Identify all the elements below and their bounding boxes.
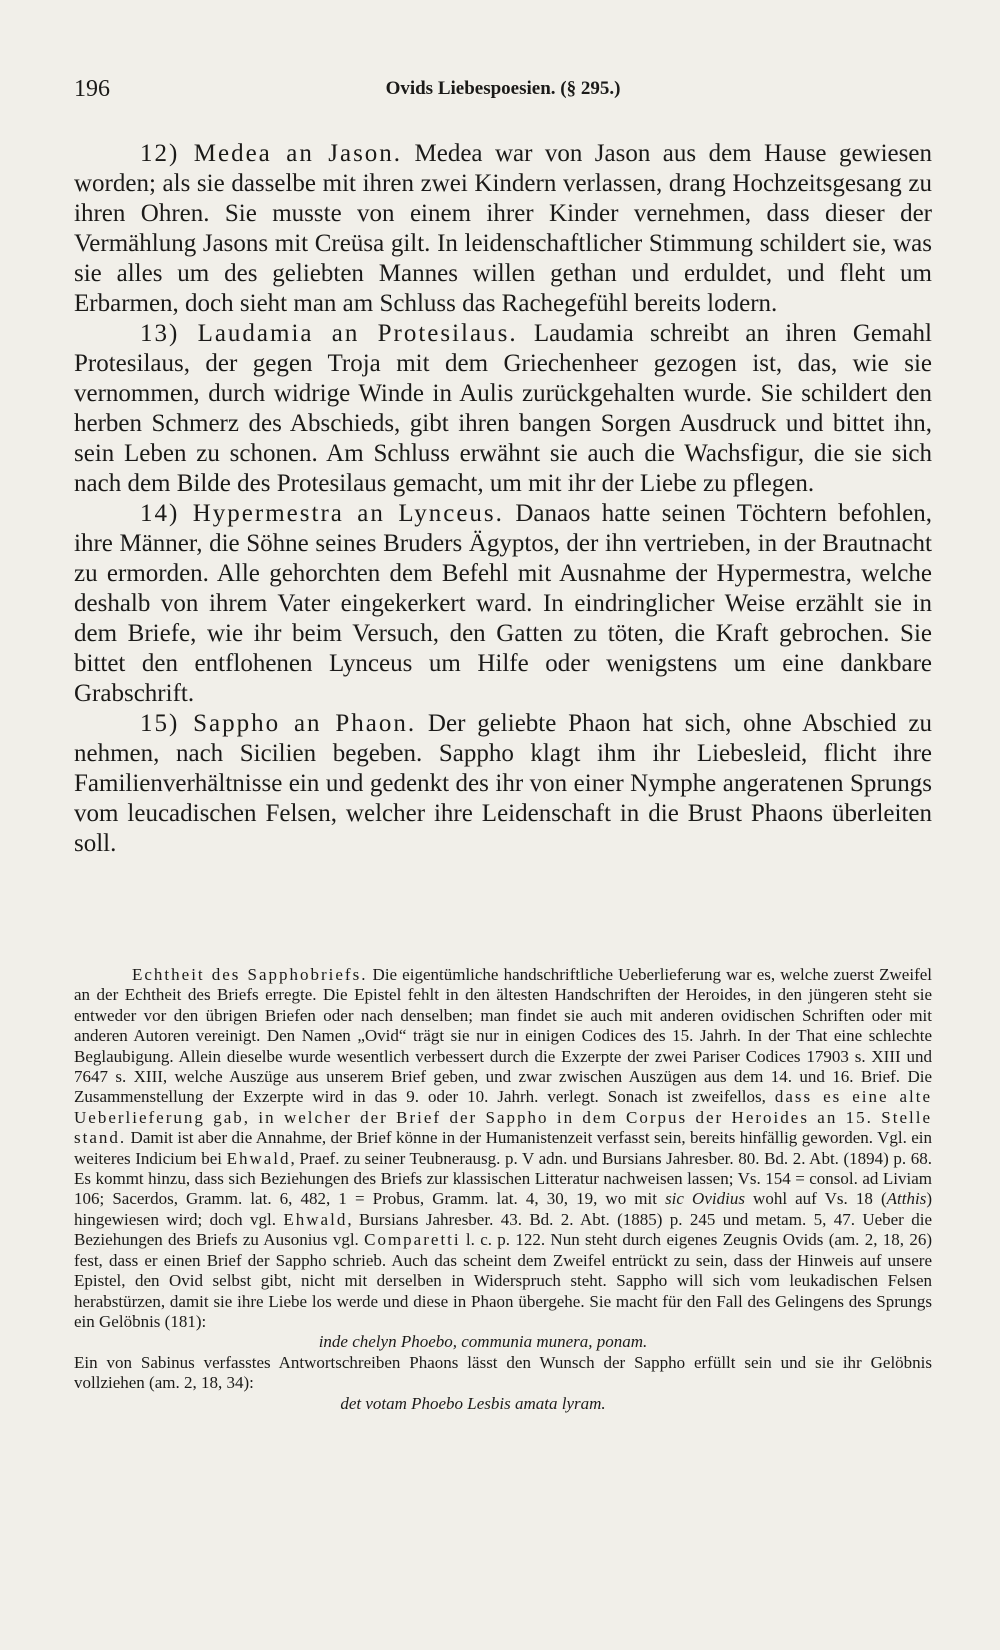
author-name: Comparetti <box>364 1230 461 1250</box>
section-title: 13) Laudamia an Protesilaus. <box>140 320 518 347</box>
section-title: 12) Medea an Jason. <box>140 140 403 167</box>
note-text: wohl auf Vs. 18 ( <box>744 1189 887 1209</box>
section-text: Laudamia schreibt an ihren Gemahl Protesilaus, der gegen Troja mit dem Griechenheer gezogen ist, das, wie sie vernommen, durch widrige Winde in Aulis zurückgehalten wurde. Sie schildert den herben Schmerz des Abschieds, gibt ihren bangen Sorgen Ausdruck und bittet ihn, sein Leben zu schonen. Am Schluss erwähnt sie auch die Wachsfigur, die sie sich nach dem Bilde des Protesilaus gemacht, um mit ihr der Liebe zu pflegen. <box>74 320 932 497</box>
note-paragraph <box>74 965 932 1332</box>
latin-quote: Atthis <box>886 1189 927 1209</box>
section-text: Der geliebte Phaon hat sich, ohne Abschied zu nehmen, nach Sicilien begeben. Sappho klagt ihm ihr Liebesleid, flicht ihre Familienverhältnisse ein und gedenkt des ihr von einer Nymphe angeratenen Sprungs vom leucadischen Felsen, welcher ihre Leidenschaft in die Brust Phaons überleiten soll. <box>74 710 932 857</box>
page-number: 196 <box>74 76 110 102</box>
section-title: 14) Hypermestra an Lynceus. <box>140 500 504 527</box>
note-text: ) hingewiesen wird; doch vgl. <box>74 1189 932 1229</box>
page-header <box>74 76 932 106</box>
main-text <box>74 139 932 859</box>
note-text: Damit ist aber die Annahme, der Brief könne in der Humanistenzeit verfasst sein, bereits hinfällig geworden. Vgl. ein weiteres Indicium bei <box>74 1128 932 1168</box>
section-title: 15) Sappho an Phaon. <box>140 710 417 737</box>
section-text: Danaos hatte seinen Töchtern befohlen, ihre Männer, die Söhne seines Bruders Ägyptos, der ihn vertrieben, in der Brautnacht zu ermorden. Alle gehorchten dem Befehl mit Ausnahme der Hypermestra, welche deshalb von ihrem Vater eingekerkert ward. In eindringlicher Weise erzählt sie in dem Briefe, wie ihr beim Versuch, den Gatten zu töten, die Kraft gebrochen. Sie bittet den entflohenen Lynceus um Hilfe oder wenigstens um eine dankbare Grabschrift. <box>74 500 932 707</box>
note-text: , Bursians Jahresber. 43. Bd. 2. Abt. (1885) p. 245 und metam. 5, 47. Ueber die Beziehungen des Briefs zu Ausonius vgl. <box>74 1209 932 1250</box>
verse-quote: det votam Phoebo Lesbis amata lyram. <box>340 1393 606 1413</box>
note-emphasis: dass es eine alte Ueberlieferung gab, in welcher der Brief der Sappho in dem Corpus der Heroides an 15. Stelle stand. <box>74 1087 932 1148</box>
note-paragraph: Ein von Sabinus verfasstes Antwortschreiben Phaons lässt den Wunsch der Sappho erfüllt sein und sie ihr Gelöbnis vollziehen (am. 2, 18, 34): <box>74 1352 932 1393</box>
section-hypermestra <box>74 499 932 709</box>
running-head: Ovids Liebespoesien. (§ 295.) <box>385 78 621 99</box>
verse-quote: inde chelyn Phoebo, communia munera, ponam. <box>318 1332 648 1352</box>
author-name: Ehwald <box>226 1148 291 1168</box>
section-medea <box>74 139 932 319</box>
note-text: l. c. p. 122. Nun steht durch eigenes Zeugnis Ovids (am. 2, 18, 26) fest, dass er einen Brief der Sappho schrieb. Auch das scheint dem Zweifel entrückt zu sein, dass der Hinweis auf unsere Epistel, den Ovid selbst gibt, nicht mit derselben in Widerspruch steht. Sappho will sich vom leukadischen Felsen herabstürzen, damit sie ihre Liebe los werde und diese in Phaon übergehe. Sie macht für den Fall des Gelingens des Sprungs ein Gelöbnis (181): <box>74 1230 933 1331</box>
note-text: Die eigentümliche handschriftliche Ueberlieferung war es, welche zuerst Zweifel an der Echtheit des Briefs erregte. Die Epistel fehlt in den ältesten Handschriften der Heroides, in den jüngeren steht sie entweder vor den übrigen Briefen oder nach denselben; man findet sie auch mit anderen ovidischen Schriften oder mit anderen Autoren vereinigt. Den Namen „Ovid“ trägt sie nur in einigen Codices des 15. Jahrh. In der That eine schlechte Beglaubigung. Allein dieselbe wurde wesentlich verbessert durch die Exzerpte der zwei Pariser Codices 17903 s. XIII und 7647 s. XIII, welche Auszüge aus unserem Brief geben, und zwar zwischen Auszügen aus dem 14. und 16. Brief. Die Zusammenstellung der Exzerpte wird in das 9. oder 10. Jahrh. verlegt. Sonach ist zweifellos, <box>74 965 932 1107</box>
note-text: , Praef. zu seiner Teubnerausg. p. V adn. und Bursians Jahresber. 80. Bd. 2. Abt. (1894) p. 68. Es kommt hinzu, dass sich Beziehungen des Briefs zur klassischen Litteratur nachweisen lassen; Vs. 154 = consol. ad Liviam 106; Sacerdos, Gramm. lat. 6, 482, 1 = Probus, Gramm. lat. 4, 30, 19, wo mit <box>74 1148 933 1209</box>
section-sappho <box>74 709 932 859</box>
author-name: Ehwald <box>283 1209 348 1229</box>
section-text: Medea war von Jason aus dem Hause gewiesen worden; als sie dasselbe mit ihren zwei Kindern verlassen, drang Hochzeitsgesang zu ihren Ohren. Sie musste von einem ihrer Kinder vernehmen, dass dieser der Vermählung Jasons mit Creüsa gilt. In leidenschaftlicher Stimmung schildert sie, was sie alles um des geliebten Mannes willen gethan und erduldet, und fleht um Erbarmen, doch sieht man am Schluss das Rachegefühl bereits lodern. <box>74 140 932 317</box>
latin-quote: sic Ovidius <box>665 1189 745 1209</box>
scholarly-note <box>74 965 932 1414</box>
section-laudamia <box>74 319 932 499</box>
note-heading: Echtheit des Sapphobriefs. <box>132 965 368 984</box>
